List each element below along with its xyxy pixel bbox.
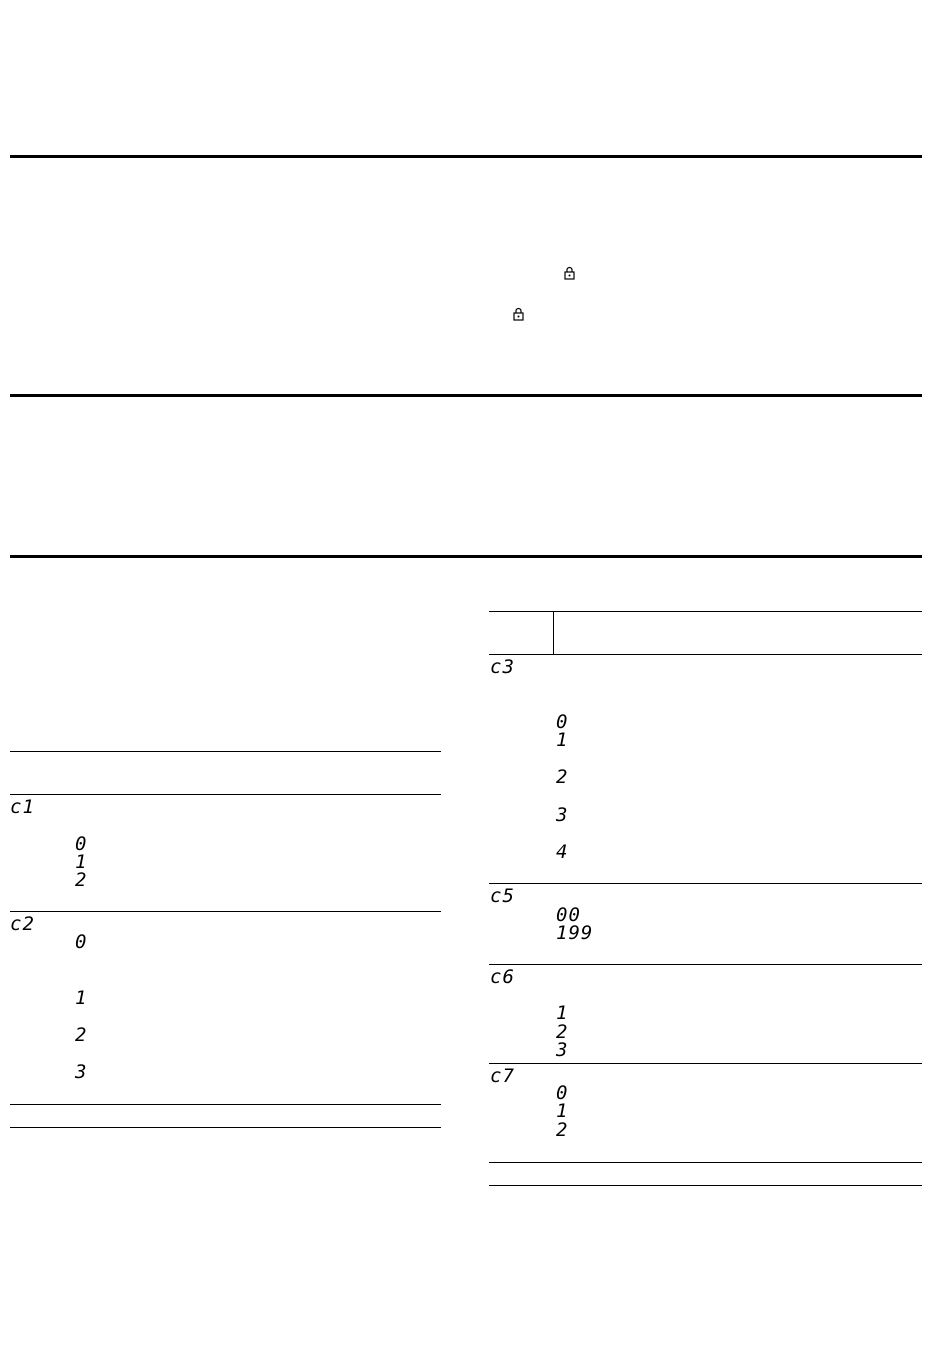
child-lock-icon: [564, 266, 576, 280]
child-lock-icon: [513, 307, 525, 321]
setting-value: 3: [556, 804, 569, 826]
setting-value: 4: [556, 841, 569, 863]
section-rule-bottom: [10, 555, 922, 558]
table-column-divider: [553, 611, 554, 654]
table-header-bottom-rule: [10, 794, 441, 795]
setting-value: 00: [556, 904, 581, 926]
table-row-rule: [489, 883, 922, 884]
setting-value: 0: [75, 833, 88, 855]
setting-value: 2: [75, 869, 88, 891]
table-footer-rule: [489, 1185, 922, 1186]
setting-value: 199: [556, 922, 594, 944]
setting-code-c2: c2: [10, 913, 35, 935]
table-row-rule: [10, 911, 441, 912]
setting-code-c5: c5: [490, 885, 515, 907]
setting-value: 1: [556, 1002, 569, 1024]
table-row-rule: [489, 1063, 922, 1064]
setting-value: 2: [556, 766, 569, 788]
setting-value: 0: [556, 1082, 569, 1104]
table-end-rule: [10, 1104, 441, 1105]
setting-code-c6: c6: [490, 966, 515, 988]
setting-value: 1: [75, 851, 88, 873]
table-footer-rule: [10, 1127, 441, 1128]
setting-value: 2: [75, 1024, 88, 1046]
setting-code-c7: c7: [490, 1065, 515, 1087]
table-end-rule: [489, 1162, 922, 1163]
table-row-rule: [489, 964, 922, 965]
setting-value: 2: [556, 1021, 569, 1043]
section-rule-middle: [10, 394, 922, 397]
setting-value: 1: [556, 729, 569, 751]
setting-value: 0: [75, 931, 88, 953]
setting-value: 3: [75, 1061, 88, 1083]
setting-value: 1: [556, 1100, 569, 1122]
table-header-top-rule: [10, 751, 441, 752]
setting-value: 3: [556, 1039, 569, 1061]
setting-code-c3: c3: [490, 656, 515, 678]
setting-value: 2: [556, 1119, 569, 1141]
section-rule-top: [10, 155, 922, 158]
setting-code-c1: c1: [10, 796, 35, 818]
table-header-bottom-rule: [489, 654, 922, 655]
setting-value: 0: [556, 711, 569, 733]
setting-value: 1: [75, 987, 88, 1009]
